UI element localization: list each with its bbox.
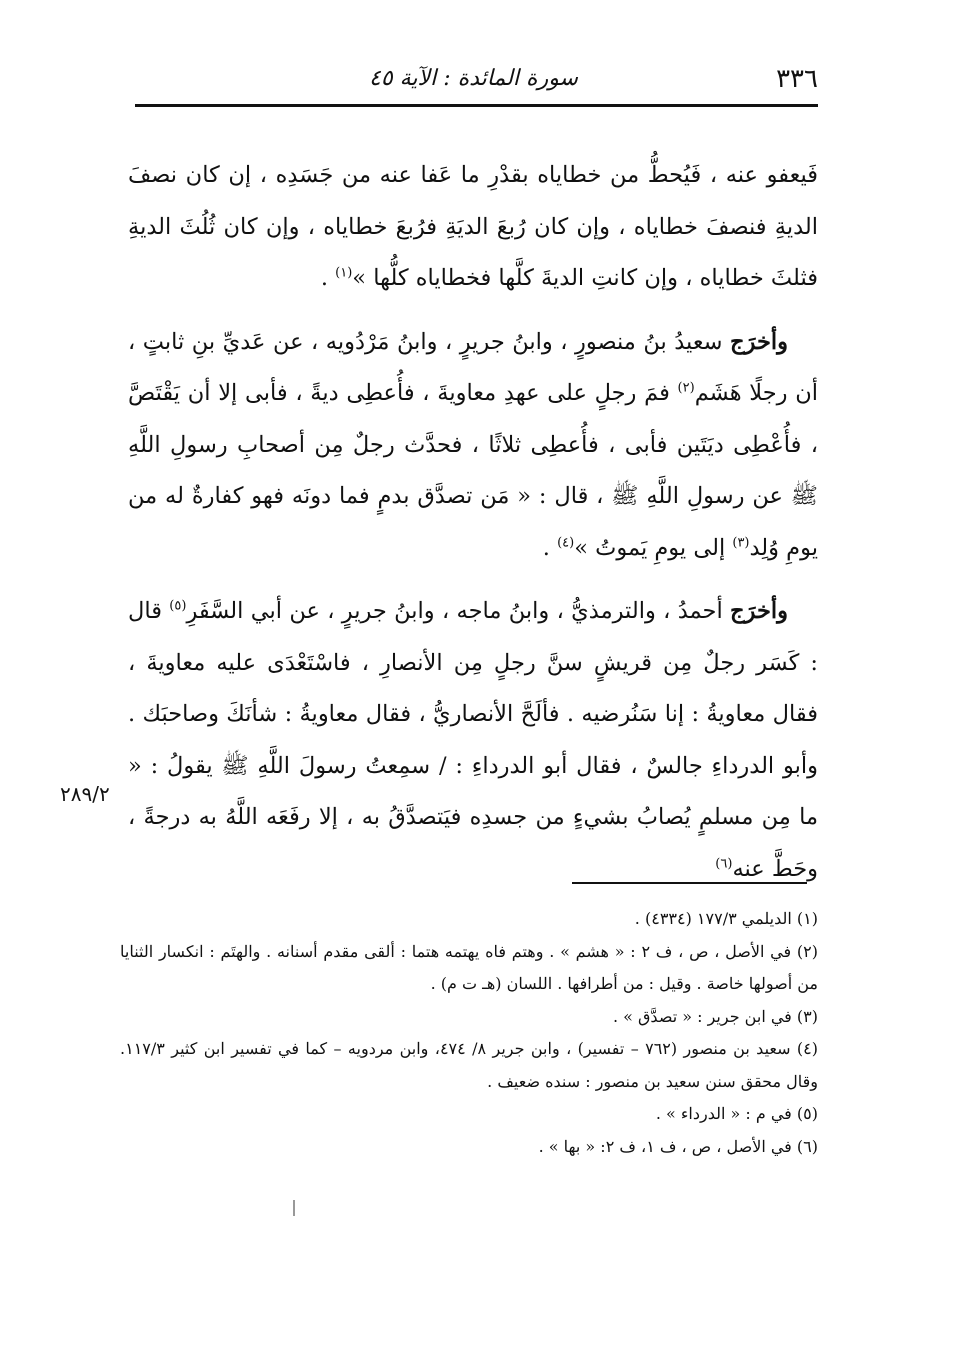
footnote-ref: (٣) [732,535,750,550]
footnote-ref: (٤) [557,535,575,550]
paragraph-1 [128,150,818,305]
paragraph-tail: . [320,265,336,291]
footnote-2: (٢) في الأصل ، ص ، ف ٢ : « هشم » . وهتم فاه يهتمه هتما : ألقى مقدم أسنانه . والهتَم : انكسار الثنايا من أصولها خاصة . وقيل : من أطرافها . اللسان (هـ ت م) . [120,941,818,993]
paragraph-text: سعيدُ بنُ منصورٍ ، وابنُ جريرٍ ، وابنُ مَرْدُويه ، عن عَديِّ بنِ ثابتٍ ، أن رجلًا هَشَم [128,328,818,406]
footnote-6: (٦) في الأصل ، ص ، ف ١، ف ٢: « بها » . [538,1136,818,1156]
running-title: سورة المائدة : الآية ٤٥ [369,66,578,91]
footnote-ref: (١) [335,265,353,281]
paragraph-tail: . [542,534,558,561]
footnotes-section [120,903,818,1163]
page-header [135,62,818,102]
footnote-ref: (٦) [715,856,733,871]
paragraph-text: فَيعفو عنه ، فَيُحطُّ من خطاياه بقدْرِ ما عَفا عنه من جَسَدِه ، إن كان نصفَ الديةِ فنصفَ خطاياه ، وإن كان رُبعَ الديَةِ فرُبعَ خطاياه ، وإن كان ثُلُثَ الديةِ فثلثَ خطاياه ، وإن كانتِ الديةَ كلَّها فخطاياه كلُّها » [128,162,818,291]
margin-volume-page-reference: ٢٨٩/٢ [60,782,110,806]
paragraph-lead: وأخرَج [730,598,788,624]
header-rule [135,104,818,107]
paragraph-text: قال : كَسَر رجلٌ مِن قريشٍ سنَّ رجلٍ مِن الأنصارِ ، فاسْتَعْدَى عليه معاويةَ ، فقال معاويةُ : إنا سَنُرضيه . فألَحَّ الأنصاريُّ ، فقال معاويةُ : شأنَكَ وصاحبَك . وأبو الدرداءِ جالسٌ ، فقال أبو الدرداءِ : / سمِعتُ رسولَ اللَّهِ ﷺ يقولُ : « ما مِن مسلمٍ يُصابُ بشيءٍ من جسدِه فيَتصدَّقُ به ، إلا رفَعَه اللَّهُ به درجةً ، وحَطَّ عنه [128,598,818,882]
paragraph-text: فمَ رجلٍ على عهدِ معاويةَ ، فأُعطِى ديةً ، فأبى إلا أن يَقْتَصَّ ، فأُعْطِى ديَتَين فأبى ، فأُعطِى ثلاثًا ، فحدَّث رجلٌ مِن أصحابِ رسولِ اللَّهِ ﷺ عن رسولِ اللَّهِ ﷺ ، قال : « مَن تصدَّق بدمٍ فما دونَه فهو كفارةٌ له من يومِ وُلِد [128,380,818,561]
footnote-4: (٤) سعيد بن منصور (٧٦٢ – تفسير) ، وابن جرير ٨/ ٤٧٤، وابن مردويه – كما في تفسير ابن كثير ١١٧/٣. وقال محقق سنن سعيد بن منصور : سنده ضعيف . [120,1039,819,1091]
footnote-ref: (٢) [677,380,695,396]
page-number: ٣٣٦ [776,64,818,94]
paragraph-2 [128,317,818,575]
footnote-3: (٣) في ابن جرير : « تصدَّق » . [612,1006,818,1026]
main-text [128,150,818,907]
footnote-ref: (٥) [169,598,187,614]
paragraph-text: أحمدُ ، والترمذيُّ ، وابنُ ماجه ، وابنُ جريرٍ ، عن أبي السَّفَرِ [186,598,731,624]
paragraph-text: إلى يومِ يَموتُ » [574,534,733,561]
scan-mark [293,1200,295,1216]
paragraph-3 [128,586,818,895]
footnote-5: (٥) في م : « الدرداء » . [655,1104,818,1123]
paragraph-lead: وأخرَج [730,328,788,355]
footnote-separator [572,882,807,884]
footnote-1: (١) الديلمي ١٧٧/٣ (٤٣٣٤) . [634,909,818,928]
